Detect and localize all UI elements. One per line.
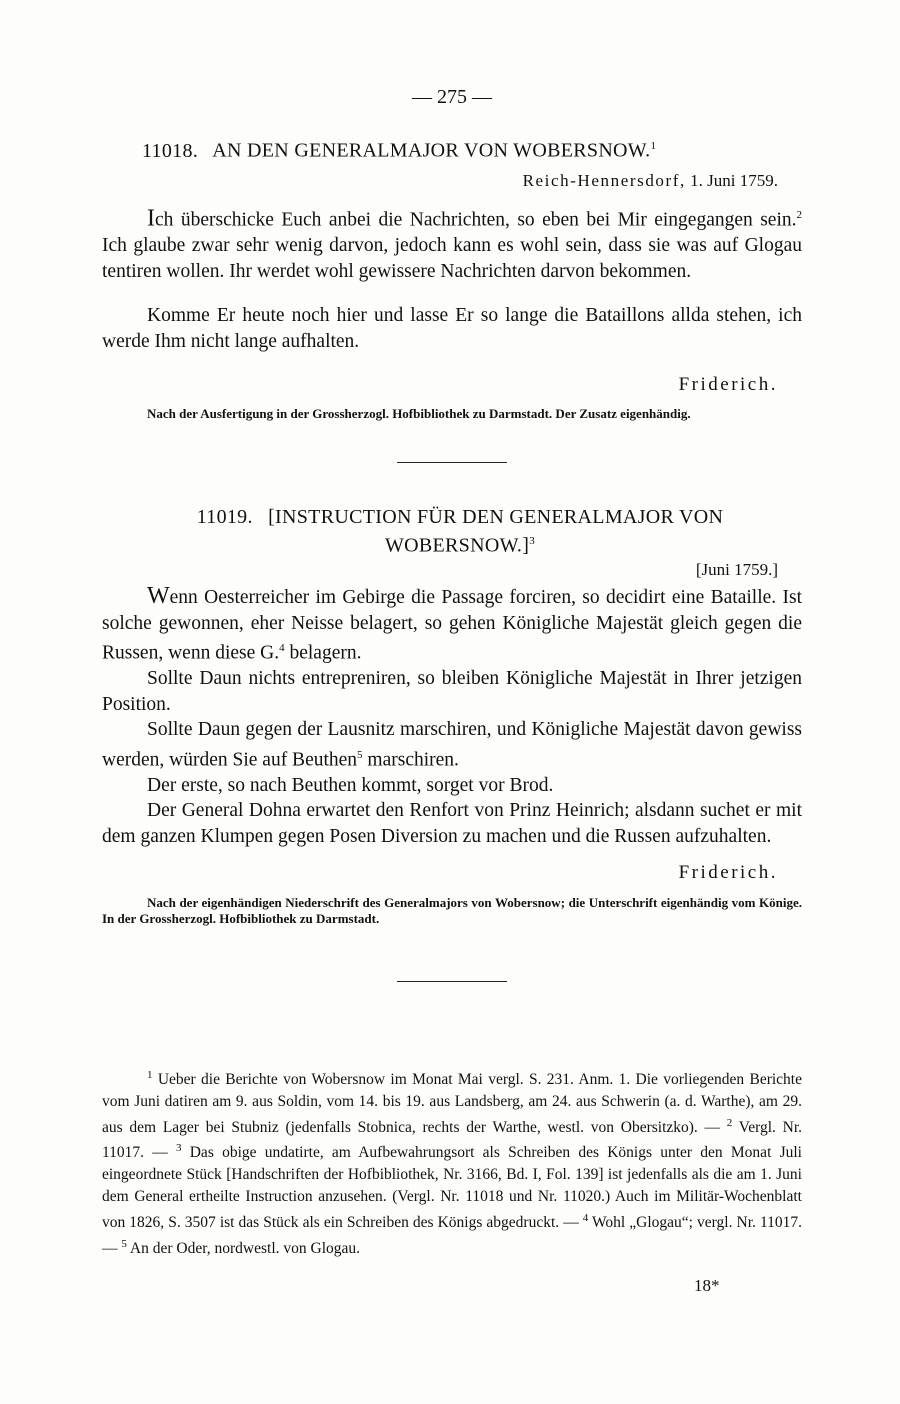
section-divider-1 [397,462,507,463]
footnote-4: Wohl „Glogau“; vergl. Nr. 11017. — [102,1213,802,1257]
signature-mark: 18* [694,1276,720,1295]
footnote-1-mark: 1 [147,1069,153,1081]
doc1-signature: Friderich. [678,374,778,395]
footnote-5: An der Oder, nordwestl. von Glogau. [126,1239,361,1257]
doc2-p1-text-b: belagern. [284,642,362,664]
footnote-5-mark: 5 [121,1237,127,1250]
doc2-date: [Juni 1759.] [695,560,778,579]
footnote-2-mark: 2 [726,1116,733,1129]
document-page [102,0,802,1404]
doc2-paragraph-4: Der erste, so nach Beuthen kommt, sorget vor Brod. [147,774,554,796]
footnote-2: Vergl. Nr. 11017. — [102,1118,802,1162]
doc2-footnote-mark-4: 4 [279,642,285,654]
doc1-initial: I [147,205,155,232]
doc2-source-note-text: Nach der eigenhändigen Niederschrift des Generalmajors von Wobersnow; die Unterschrift eigenhändig vom Könige. In der Grossherzogl. Hofbibliothek zu Darmstadt. [102,895,802,926]
doc1-footnote-mark-2: 2 [796,209,802,221]
doc2-footnote-mark-5: 5 [357,748,363,761]
doc1-heading [142,134,802,163]
doc1-p1-text-a: ch überschicke Euch anbei die Nachrichten, so eben bei Mir eingegangen sein. [155,209,797,231]
doc1-p1-text-b: Ich glaube zwar sehr wenig darvon, jedoch kann es wohl sein, dass sie was auf Glogau tentiren wollen. Ihr werdet wohl gewissere Nachrichten darvon bekommen. [102,235,802,282]
page-number: — 275 — [412,86,492,108]
doc2-source-note [102,895,802,927]
doc2-title: [INSTRUCTION FÜR DEN GENERALMAJOR VON WOBERSNOW.] [268,506,724,557]
doc2-paragraph-3 [102,717,802,773]
doc1-dateline [523,171,778,191]
doc1-place: Reich-Hennersdorf, [522,171,686,190]
footnotes-text [102,1065,802,1259]
footnotes [102,1065,802,1259]
doc1-number: 11018. [142,139,199,162]
footnote-3-mark: 3 [176,1142,182,1155]
section-divider-2 [397,981,507,982]
doc2-paragraph-2: Sollte Daun nichts entrepreniren, so bleiben Königliche Majestät in Ihrer jetzigen Position. [102,668,802,715]
doc2-paragraph-1 [102,584,802,666]
doc1-paragraph-2: Komme Er heute noch hier und lasse Er so lange die Bataillons allda stehen, ich werde Ihm nicht lange aufhalten. [102,305,802,352]
doc2-p3-text-a: Sollte Daun gegen der Lausnitz marschiren, und Königliche Majestät davon gewiss werden, würden Sie auf Beuthen [102,719,802,770]
doc1-date: 1. Juni 1759. [690,171,778,190]
footnote-3: Das obige undatirte, am Aufbewahrungsort als Schreiben des Königs unter den Monat Juli eingeordnete Stück [Handschriften der Hofbibliothek, Nr. 3166, Bd. I, Fol. 139] ist jedenfalls als die am 1. Juni dem General ertheilte Instruction anzusehen. (Vergl. Nr. 11018 und Nr. 11020.) Auch im Militär-Wochenblatt von 1826, S. 3507 ist das Stück als ein Schreiben des Königs abgedruckt. — [102,1144,802,1231]
doc2-initial: W [147,583,170,609]
doc2-p1-text-a: enn Oesterreicher im Gebirge die Passage forciren, so decidirt eine Bataille. Ist solche gewonnen, eher Neisse belagert, so gehen Königliche Majestät gleich gegen die Russen, wenn diese G. [102,587,802,664]
doc2-signature: Friderich. [678,862,778,883]
doc1-title-footnote-mark: 1 [650,140,657,152]
doc1-source-note [102,406,802,422]
doc2-body [102,584,802,849]
doc2-heading [130,505,790,558]
doc2-title-footnote-mark: 3 [529,535,536,547]
doc1-paragraph-1 [102,203,802,284]
doc2-paragraph-5: Der General Dohna erwartet den Renfort von Prinz Heinrich; alsdann suchet er mit dem ganzen Klumpen gegen Posen Diversion zu machen und die Russen aufzuhalten. [102,800,802,847]
footnote-1: Ueber die Berichte von Wobersnow im Monat Mai vergl. S. 231. Anm. 1. Die vorliegenden Berichte vom Juni datiren am 9. aus Soldin, vom 14. bis 19. aus Landsberg, am 24. aus Schwerin (a. d. Warthe), am 29. aus dem Lager bei Stubniz (jedenfalls Stobnica, rechts der Warthe, westl. von Obersitzko). — [102,1071,802,1136]
doc2-number: 11019. [196,506,253,528]
doc1-body [102,203,802,354]
doc1-source-note-text: Nach der Ausfertigung in der Grossherzogl. Hofbibliothek zu Darmstadt. Der Zusatz eigenhändig. [147,406,691,421]
doc1-title: AN DEN GENERALMAJOR VON WOBERSNOW. [212,139,651,162]
doc2-p3-text-b: marschiren. [362,749,459,770]
footnote-4-mark: 4 [582,1211,589,1224]
